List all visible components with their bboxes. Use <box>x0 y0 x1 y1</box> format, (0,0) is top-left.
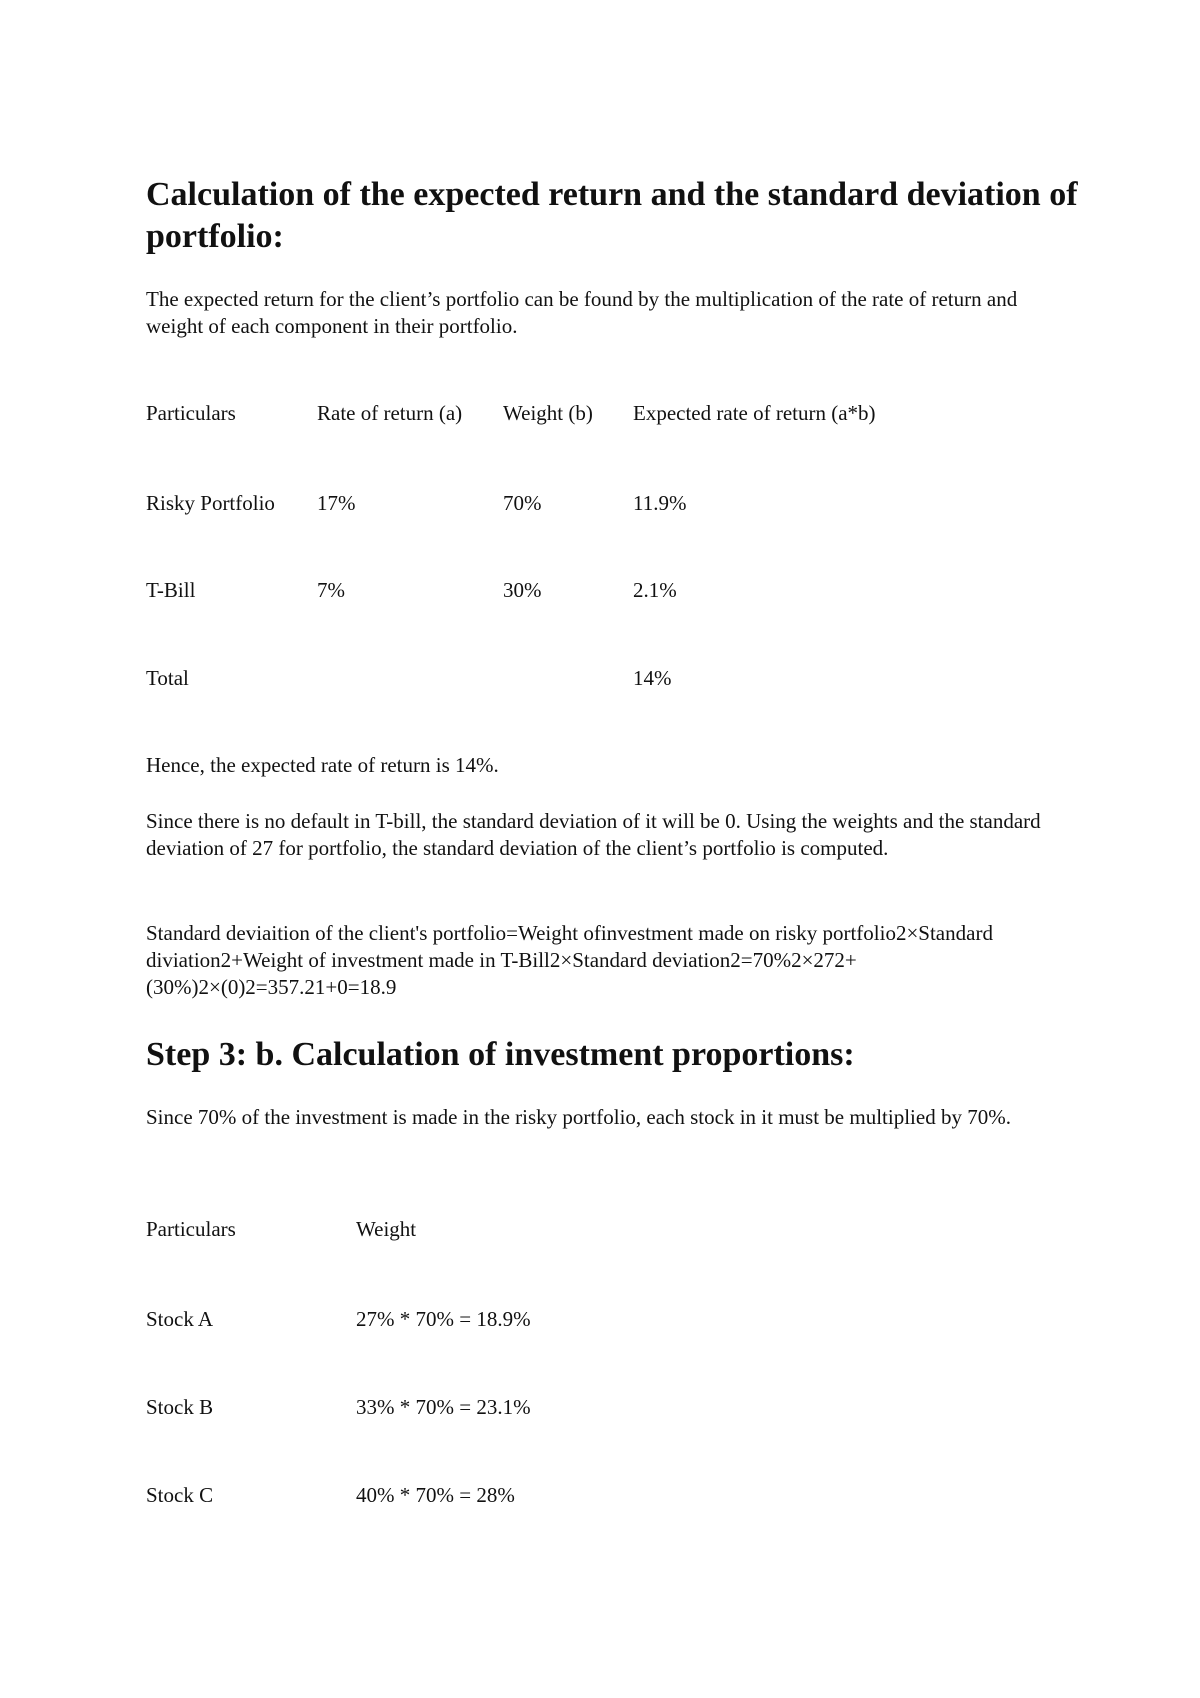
row-rate: 17% <box>317 491 356 515</box>
sd-note-paragraph: Since there is no default in T-bill, the standard deviation of it will be 0. Using the weights and the standard deviation of 27 for portfolio, the standard deviation of the client’s portfolio is computed. <box>146 809 1041 860</box>
row-label: Stock A <box>146 1307 214 1331</box>
row-weight: 70% <box>503 491 542 515</box>
row-weight: 40% * 70% = 28% <box>356 1483 515 1507</box>
row-label: T-Bill <box>146 578 196 602</box>
row-weight: 27% * 70% = 18.9% <box>356 1307 531 1331</box>
header-expected-rate: Expected rate of return (a*b) <box>633 401 876 425</box>
row-label: Stock B <box>146 1395 214 1419</box>
row-weight: 30% <box>503 578 542 602</box>
section-heading-expected-return: Calculation of the expected return and the standard deviation of portfolio: <box>146 176 1078 255</box>
row-weight: 33% * 70% = 23.1% <box>356 1395 531 1419</box>
header-weight: Weight <box>356 1217 417 1241</box>
proportions-intro-paragraph: Since 70% of the investment is made in the risky portfolio, each stock in it must be multiplied by 70%. <box>146 1105 1011 1129</box>
intro-paragraph: The expected return for the client’s portfolio can be found by the multiplication of the rate of return and weight of each component in their portfolio. <box>146 287 1018 338</box>
header-particulars: Particulars <box>146 401 236 425</box>
row-expected: 2.1% <box>633 578 677 602</box>
row-label: Risky Portfolio <box>146 491 275 515</box>
header-rate-of-return: Rate of return (a) <box>317 401 463 425</box>
row-expected: 14% <box>633 666 672 690</box>
header-weight: Weight (b) <box>503 401 593 425</box>
row-rate: 7% <box>317 578 345 602</box>
row-label: Stock C <box>146 1483 214 1507</box>
sd-formula-paragraph: Standard deviaition of the client's portfolio=Weight ofinvestment made on risky portfolio2×Standard diviation2+Weight of investment made in T-Bill2×Standard deviation2=70%2×272+(30%)2×(0)2=357.21+0=18.9 <box>146 921 993 999</box>
section-heading-investment-proportions: Step 3: b. Calculation of investment proportions: <box>146 1036 855 1073</box>
conclusion-paragraph: Hence, the expected rate of return is 14%. <box>146 753 499 777</box>
header-particulars: Particulars <box>146 1217 236 1241</box>
row-expected: 11.9% <box>633 491 687 515</box>
row-label: Total <box>146 666 189 690</box>
